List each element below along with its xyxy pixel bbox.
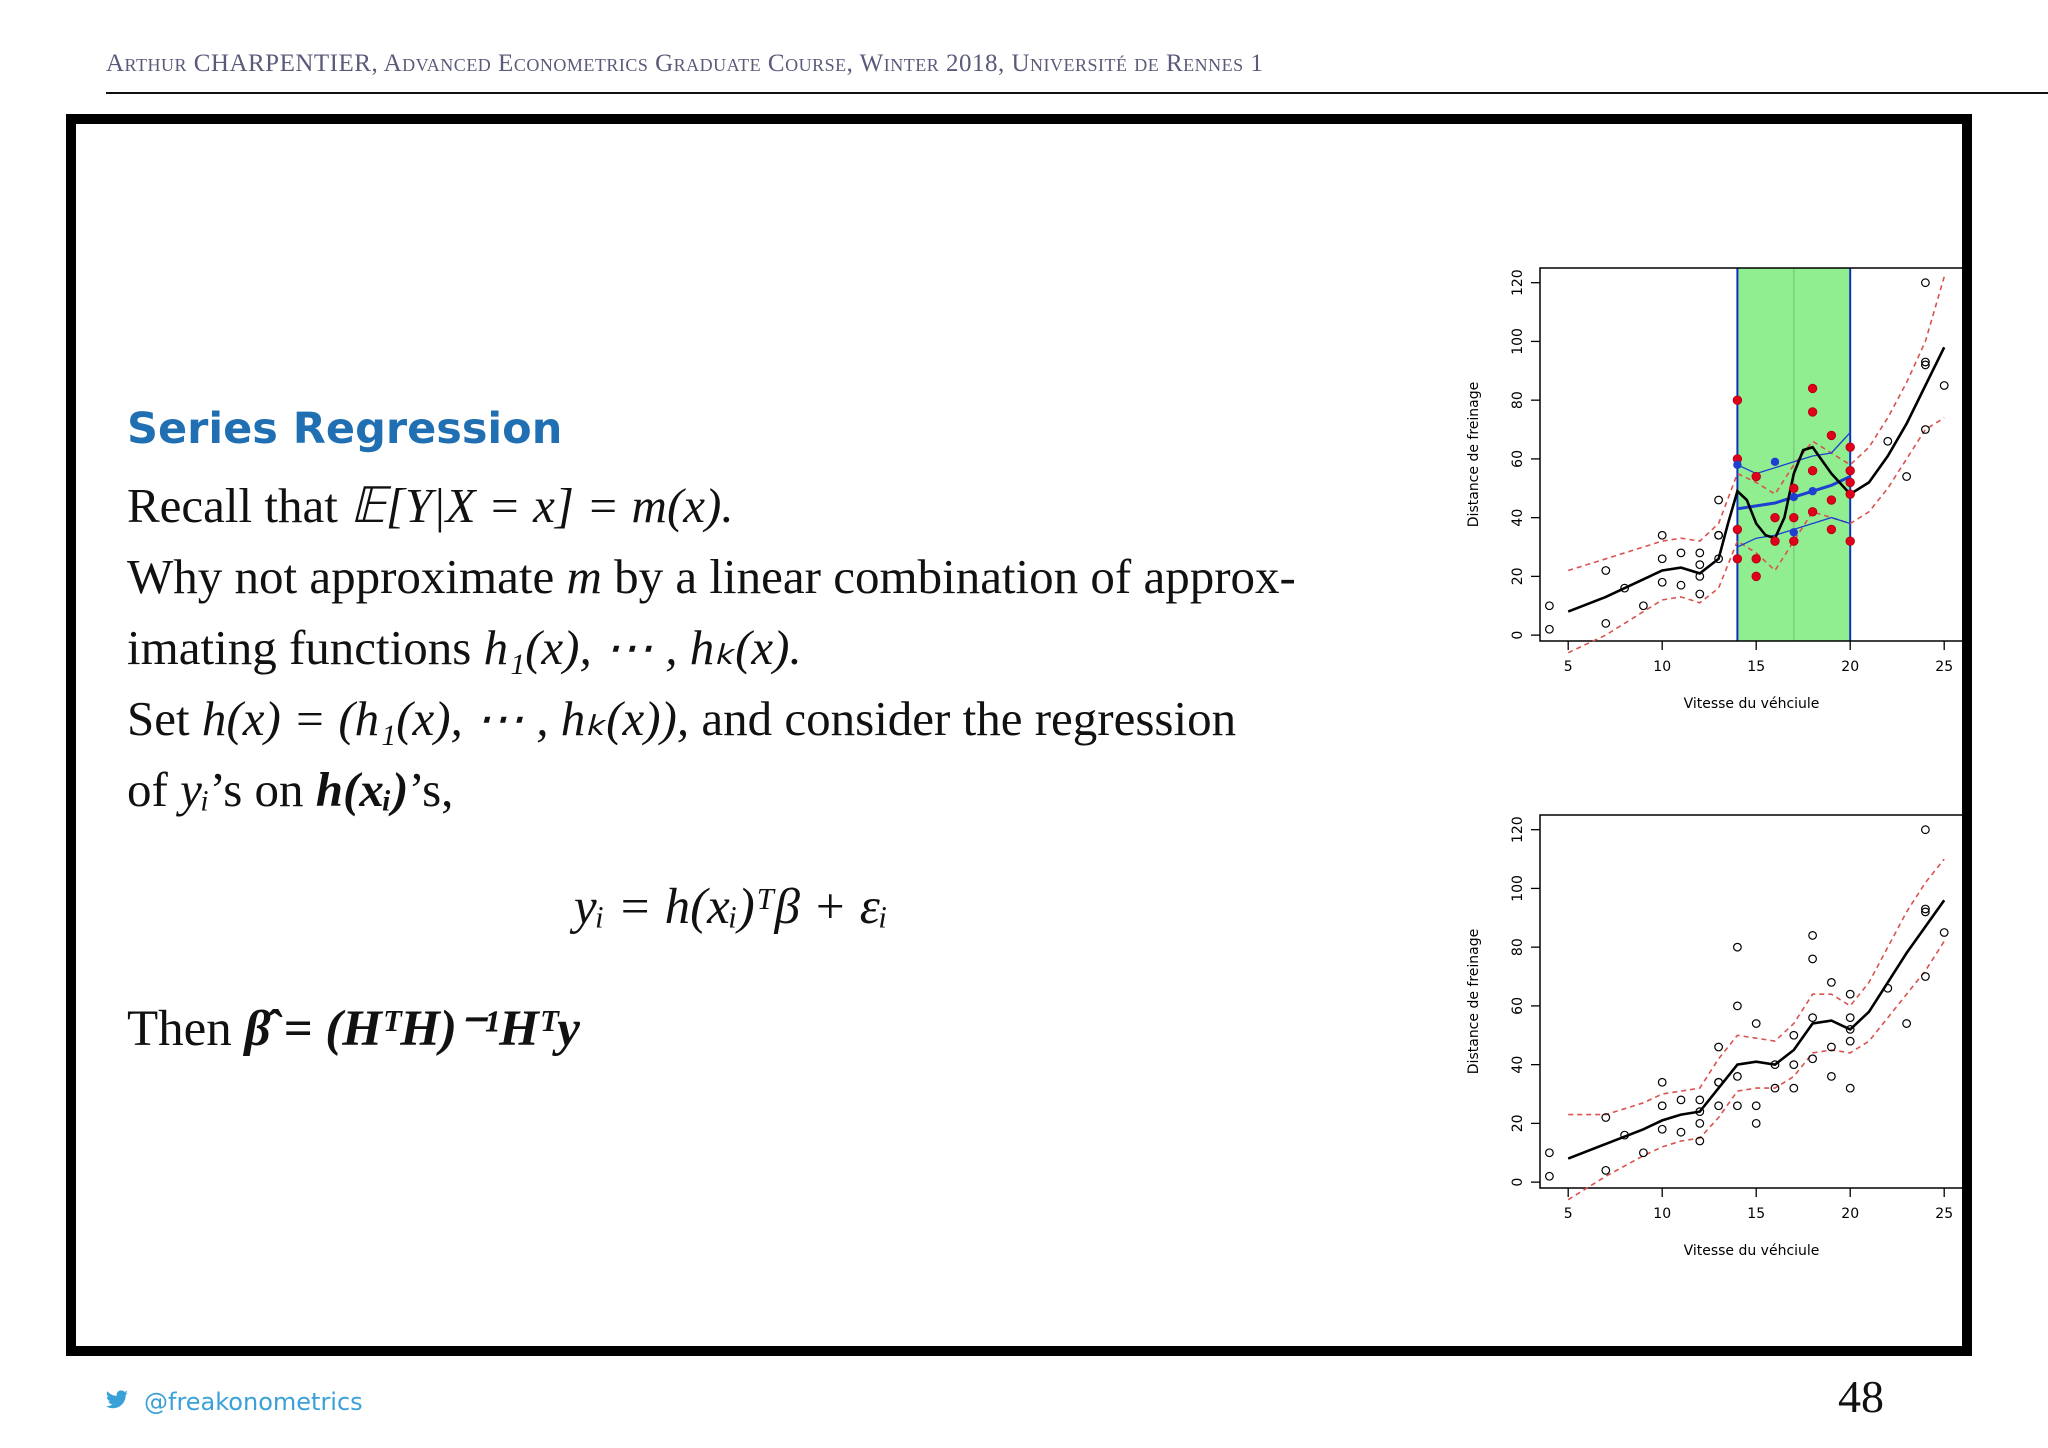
text: imating functions [127, 620, 484, 675]
data-point [1715, 496, 1723, 504]
data-point [1846, 443, 1855, 452]
data-point [1658, 1125, 1666, 1133]
data-point [1827, 496, 1836, 505]
x-axis-label: Vitesse du véhciule [1683, 1243, 1820, 1259]
data-point [1752, 572, 1761, 581]
data-point [1734, 1102, 1742, 1110]
data-point [1846, 478, 1855, 487]
data-point [1846, 466, 1855, 475]
data-point [1790, 1084, 1798, 1092]
data-point [1809, 1055, 1817, 1063]
data-point [1790, 537, 1799, 546]
data-point [1696, 590, 1704, 598]
data-point [1602, 620, 1610, 628]
data-point [1940, 929, 1948, 937]
x-tick-label: 10 [1653, 1206, 1672, 1222]
x-tick-label: 5 [1563, 1206, 1573, 1222]
local-fit-point [1733, 461, 1741, 469]
data-point [1884, 437, 1892, 445]
data-point [1658, 555, 1666, 563]
data-point [1752, 554, 1761, 563]
y-tick-label: 80 [1510, 938, 1526, 957]
text: Recall that [127, 478, 351, 533]
data-point [1903, 473, 1911, 481]
data-point [1546, 625, 1554, 633]
data-point [1546, 602, 1554, 610]
data-point [1790, 484, 1799, 493]
page-number: 48 [1838, 1371, 1884, 1422]
body-line-1 [127, 470, 1417, 541]
ols-estimator: β̂ = (HᵀH)⁻¹Hᵀy [244, 1001, 580, 1057]
text: and consider the regression [689, 691, 1237, 746]
data-point [1733, 396, 1742, 405]
data-point [1808, 384, 1817, 393]
section-title: Series Regression [127, 404, 563, 454]
data-point [1546, 1149, 1554, 1157]
data-point [1940, 382, 1948, 390]
body-line-4 [127, 683, 1417, 754]
text: Set [127, 691, 202, 746]
data-point [1846, 1014, 1854, 1022]
data-point [1922, 279, 1930, 287]
data-point [1715, 1043, 1723, 1051]
estimator-line [127, 999, 580, 1058]
data-point [1602, 567, 1610, 575]
data-point [1790, 513, 1799, 522]
local-fit-point [1808, 487, 1816, 495]
data-point [1696, 1120, 1704, 1128]
local-fit-point [1790, 493, 1798, 501]
data-point [1846, 1084, 1854, 1092]
data-point [1640, 1149, 1648, 1157]
y-tick-label: 120 [1510, 269, 1526, 297]
x-tick-label: 25 [1935, 659, 1954, 675]
text: Why not approximate [127, 549, 567, 604]
body-line-3 [127, 612, 1417, 683]
x-tick-label: 5 [1563, 659, 1573, 675]
data-point [1677, 1096, 1685, 1104]
math-m: m [566, 549, 602, 604]
data-point [1733, 525, 1742, 534]
x-tick-label: 15 [1747, 1206, 1766, 1222]
data-point [1790, 1061, 1798, 1069]
data-point [1808, 507, 1817, 516]
data-point [1658, 1102, 1666, 1110]
data-point [1846, 490, 1855, 499]
math-yi: yᵢ [180, 762, 210, 817]
math-basis-functions: h₁(x), ⋯ , hₖ(x). [483, 620, 802, 675]
data-point [1808, 408, 1817, 417]
body-line-2 [127, 541, 1417, 612]
header-rule [106, 92, 2048, 94]
data-point [1546, 1172, 1554, 1180]
data-point [1715, 1102, 1723, 1110]
math-conditional-expectation: 𝔼[Y|X = x] = m(x). [350, 478, 734, 533]
data-point [1715, 1078, 1723, 1086]
x-tick-label: 25 [1935, 1206, 1954, 1222]
data-point [1733, 554, 1742, 563]
y-tick-label: 0 [1510, 1177, 1526, 1187]
data-point [1734, 1073, 1742, 1081]
chart-bottom [1460, 803, 1980, 1283]
y-tick-label: 0 [1510, 630, 1526, 640]
data-point [1658, 531, 1666, 539]
data-point [1808, 466, 1817, 475]
x-tick-label: 10 [1653, 659, 1672, 675]
twitter-handle-link[interactable]: @freakonometrics [144, 1388, 363, 1416]
data-point [1677, 549, 1685, 557]
y-tick-label: 20 [1510, 1114, 1526, 1133]
text: ’s, [408, 762, 454, 817]
chart-top [1460, 256, 1980, 736]
data-point [1827, 431, 1836, 440]
then-word: Then [127, 1001, 245, 1057]
x-tick-label: 20 [1841, 659, 1860, 675]
twitter-icon[interactable] [104, 1388, 130, 1412]
y-tick-label: 40 [1510, 1055, 1526, 1074]
data-point [1771, 513, 1780, 522]
data-point [1696, 1096, 1704, 1104]
local-fit-point [1771, 458, 1779, 466]
y-tick-label: 100 [1510, 875, 1526, 902]
data-point [1602, 1167, 1610, 1175]
data-point [1752, 1102, 1760, 1110]
slide-body [127, 470, 1417, 825]
y-tick-label: 20 [1510, 567, 1526, 586]
y-tick-label: 100 [1510, 328, 1526, 355]
body-line-5 [127, 754, 1417, 825]
data-point [1640, 602, 1648, 610]
data-point [1809, 932, 1817, 940]
upper-band-line [1568, 859, 1944, 1115]
data-point [1903, 1020, 1911, 1028]
data-point [1922, 826, 1930, 834]
local-fit-point [1790, 528, 1798, 536]
data-point [1771, 537, 1780, 546]
data-point [1846, 537, 1855, 546]
regression-equation: yᵢ = h(xᵢ)ᵀβ + εᵢ [574, 879, 888, 935]
data-point [1752, 1120, 1760, 1128]
data-point [1752, 472, 1761, 481]
text: ’s on [209, 762, 316, 817]
data-point [1715, 531, 1723, 539]
plot-frame [1540, 815, 1963, 1188]
data-point [1696, 549, 1704, 557]
x-tick-label: 15 [1747, 659, 1766, 675]
data-point [1809, 1014, 1817, 1022]
y-tick-label: 60 [1510, 996, 1526, 1015]
math-h-xi: h(xᵢ) [315, 762, 409, 817]
data-point [1846, 1037, 1854, 1045]
data-point [1922, 973, 1930, 981]
x-axis-label: Vitesse du véhciule [1683, 696, 1820, 712]
data-point [1677, 581, 1685, 589]
data-point [1827, 525, 1836, 534]
data-point [1752, 1020, 1760, 1028]
data-point [1790, 1031, 1798, 1039]
data-point [1922, 426, 1930, 434]
chart-svg [1460, 256, 1980, 736]
data-point [1696, 561, 1704, 569]
data-point [1809, 955, 1817, 963]
text: of [127, 762, 181, 817]
y-tick-label: 40 [1510, 508, 1526, 527]
header-title: Arthur CHARPENTIER, Advanced Econometrics Graduate Course, Winter 2018, Université de Rennes 1 [106, 50, 1264, 77]
y-tick-label: 80 [1510, 391, 1526, 410]
data-point [1658, 1078, 1666, 1086]
math-h-vector: h(x) = (h₁(x), ⋯ , hₖ(x)), [201, 691, 690, 746]
y-tick-label: 60 [1510, 449, 1526, 468]
data-point [1734, 1002, 1742, 1010]
y-axis-label: Distance de freinage [1466, 928, 1482, 1075]
data-point [1828, 979, 1836, 987]
data-point [1658, 578, 1666, 586]
text: by a linear combination of approx- [601, 549, 1296, 604]
data-point [1828, 1073, 1836, 1081]
x-tick-label: 20 [1841, 1206, 1860, 1222]
data-point [1846, 990, 1854, 998]
y-axis-label: Distance de freinage [1466, 381, 1482, 528]
chart-svg [1460, 803, 1980, 1283]
y-tick-label: 120 [1510, 816, 1526, 844]
data-point [1677, 1128, 1685, 1136]
data-point [1734, 943, 1742, 951]
